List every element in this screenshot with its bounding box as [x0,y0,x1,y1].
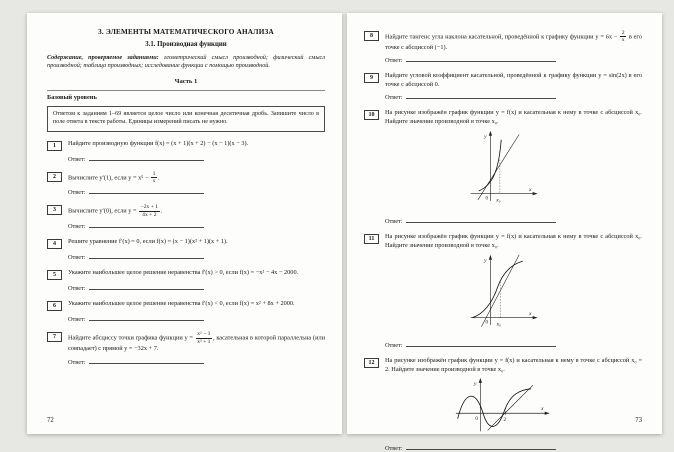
figure-y-axis-label: y [484,134,487,141]
problem-3 [47,204,325,218]
text-segment: Вычислите y′(0), если y = [68,207,139,215]
answer-line [385,217,642,225]
problem-number: 11 [364,234,379,244]
problem-number: 5 [47,270,62,280]
problem-text: Найдите производную функции f(x) = (x + 1)(x + 2) − (x − 1)(x − 3). [68,139,249,147]
answer-line [68,188,325,196]
text-segment: Найдите абсциссу точки графика функции y = [68,334,195,342]
answer-line [68,315,325,323]
fraction [620,30,626,44]
problem-11-figure-wrap [364,253,642,337]
problem-text: Найдите угловой коэффициент касательной, проведённой к графику функции y = sin(2x) в его точке с абсциссой 0. [385,72,642,88]
right-page [347,13,662,452]
level-label: Базовый уровень [47,90,325,101]
answer-blank [89,222,204,228]
answer-line [68,284,325,292]
answer-label: Ответ: [385,94,403,102]
problem-number: 7 [47,332,62,342]
problem-8 [364,30,642,52]
answer-label: Ответ: [385,218,403,226]
answer-label: Ответ: [385,342,403,350]
problem-6 [47,300,325,311]
problem-number: 9 [364,73,379,83]
figure-y-axis-label: y [484,258,487,265]
problem-number: 10 [364,110,379,120]
problem-text: Укажите наибольшее целое решение неравенства f′(x) > 0, если f(x) = −x² − 4x − 2000. [68,269,299,277]
figure-x0-label: x₀ [496,321,501,328]
answer-line [68,358,325,366]
problem-number: 1 [47,141,62,151]
figure-origin-label: 0 [485,196,488,202]
problem-text [68,331,325,353]
answer-label: Ответ: [68,223,86,231]
problem-number: 3 [47,205,62,215]
fraction-denominator: 4x + 2 [142,211,157,218]
section-intro [47,54,325,71]
fraction-denominator: x [152,177,156,184]
answer-line [68,253,325,261]
answer-label: Ответ: [68,254,86,262]
answer-blank [89,284,204,290]
problem-text [68,204,325,218]
figure-x-axis-label: x [541,406,544,413]
fraction-numerator: −2x + 1 [140,204,159,211]
problem-text: На рисунке изображён график функции y = f(x) и касательная к нему в точке с абсциссой x₀ = 2. Найдите значение производной в точке x₀. [385,357,642,373]
problem-11-figure [467,253,539,332]
answer-label: Ответ: [68,189,86,197]
answer-blank [406,444,556,450]
figure-y-axis-label: y [474,381,477,388]
problem-12-figure [453,377,553,435]
problem-text [68,171,325,185]
text-segment: Найдите тангенс угла наклона касательной, проведённой к графику функции y = 6x − [385,33,620,41]
text-segment: , касательная в которой параллельна (или совпадает) с прямой y = −32x + 7. [68,334,325,353]
answer-line [385,341,642,349]
figure-x0-label: x₀ [496,197,501,204]
problem-9 [364,72,642,89]
answer-line [385,444,642,452]
text-segment: . [157,173,160,181]
text-segment: в его точке с абсциссой (−1). [385,33,642,51]
fraction-denominator: x [621,37,625,44]
answer-label: Ответ: [68,358,86,366]
figure-origin-label: 0 [485,320,488,326]
answer-blank [89,155,204,161]
answer-line [385,56,642,64]
answer-blank [406,341,556,347]
problem-10-figure [467,129,539,208]
fraction-numerator: x² − 1 [197,331,211,338]
page-number: 72 [47,417,54,424]
problem-1 [47,140,325,151]
problem-text: На рисунке изображён график функции y = f(x) и касательная к нему в точке с абсциссой x₀. Найдите значение производной в точке x₀. [385,109,642,125]
problem-text: Решите уравнение f′(x) = 0, если f(x) = (x − 1)(x² + 1)(x + 1). [68,238,228,246]
fraction-numerator: 1 [152,170,156,177]
answer-line [68,155,325,163]
part-label: Часть 1 [174,77,198,85]
figure-x-axis-label: x [529,311,532,318]
answer-blank [89,253,204,259]
problem-number: 12 [364,358,379,368]
intro-lead: Содержание, проверяемое заданиями: [47,54,159,61]
answer-label: Ответ: [385,445,403,452]
answer-blank [406,56,556,62]
figure-x-axis-label: x [529,187,532,194]
problem-11 [364,233,642,250]
figure-origin-label: 0 [475,417,478,423]
problem-number: 4 [47,239,62,249]
problem-number: 6 [47,301,62,311]
problem-5 [47,269,325,280]
problem-10 [364,109,642,126]
answer-label: Ответ: [68,285,86,293]
fraction [151,171,157,185]
answer-blank [406,217,556,223]
problem-12-figure-wrap [364,377,642,440]
problem-text: На рисунке изображён график функции y = f(x) и касательная к нему в точке с абсциссой x₀. Найдите значение производной в точке x₀. [385,233,642,249]
answer-line [385,93,642,101]
instruction-box: Ответом к заданиям 1–69 является целое число или конечная десятичная дробь. Запишите число в поле ответа в тексте работы. Единицы измерений писать не нужно. [47,106,325,132]
left-page [27,13,342,434]
section-title: 3.1. Производная функции [145,41,227,48]
problem-text [385,30,642,52]
problem-text: Укажите наибольшее целое решение неравенства f′(x) < 0, если f(x) = x² + 8x + 2000. [68,300,295,308]
problem-number: 8 [364,31,379,41]
text-segment: . [160,207,163,215]
answer-blank [89,315,204,321]
problem-4 [47,238,325,249]
fraction-denominator: x² + 1 [197,338,211,345]
answer-label: Ответ: [385,57,403,65]
figure-x0-tick-label: 2 [503,418,506,424]
intro-rest: геометрический смысл производной; физический смысл производной; таблица производных; исследование функции с помощью производной. [47,54,325,70]
answer-blank [406,93,556,99]
fraction-numerator: 2 [621,30,625,36]
chapter-title: 3. ЭЛЕМЕНТЫ МАТЕМАТИЧЕСКОГО АНАЛИЗА [98,28,274,36]
text-segment: Вычислите y′(1), если y = x⁵ − [68,173,151,181]
problem-2 [47,171,325,185]
answer-blank [89,358,204,364]
answer-line [68,222,325,230]
answer-label: Ответ: [68,316,86,324]
fraction [196,331,212,345]
problem-12 [364,357,642,374]
fraction [139,204,160,218]
page-number: 73 [635,417,642,424]
answer-label: Ответ: [68,155,86,163]
problem-10-figure-wrap [364,129,642,213]
problem-7 [47,331,325,353]
answer-blank [89,188,204,194]
problem-number: 2 [47,172,62,182]
